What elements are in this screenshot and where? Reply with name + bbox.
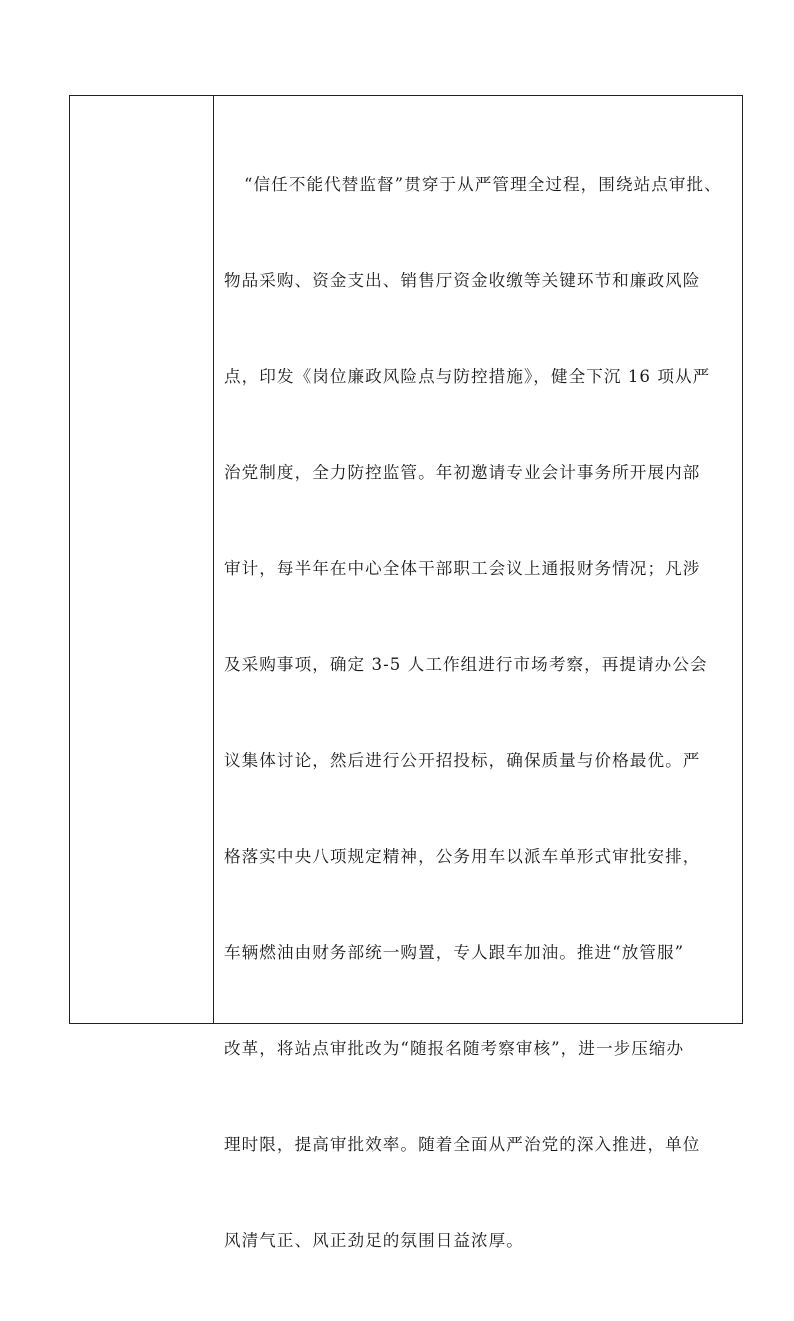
form-table (69, 95, 743, 1250)
paragraph-line: 及采购事项，确定 3-5 人工作组进行市场考察，再提请办公会 (224, 655, 708, 674)
paragraph-line: “信任不能代替监督”贯穿于从严管理全过程，围绕站点审批、 (244, 175, 722, 194)
paragraph-line: 审计，每半年在中心全体干部职工会议上通报财务情况；凡涉 (224, 559, 701, 578)
body-paragraph (224, 105, 722, 1321)
paragraph-line: 车辆燃油由财务部统一购置，专人跟车加油。推进“放管服” (224, 943, 685, 962)
paragraph-line: 改革，将站点审批改为“随报名随考察审核”，进一步压缩办 (224, 1039, 685, 1058)
content-cell (214, 96, 742, 1250)
label-cell (70, 96, 214, 1023)
paragraph-line: 风清气正、风正劲足的氛围日益浓厚。 (224, 1231, 524, 1250)
paragraph-line: 治党制度，全力防控监管。年初邀请专业会计事务所开展内部 (224, 463, 701, 482)
paragraph-line: 点，印发《岗位廉政风险点与防控措施》，健全下沉 16 项从严 (224, 367, 711, 386)
paragraph-line: 物品采购、资金支出、销售厅资金收缴等关键环节和廉政风险 (224, 271, 701, 290)
paragraph-line: 议集体讨论，然后进行公开招投标，确保质量与价格最优。严 (224, 751, 701, 770)
paragraph-line: 格落实中央八项规定精神，公务用车以派车单形式审批安排， (224, 847, 701, 866)
paragraph-line: 理时限，提高审批效率。随着全面从严治党的深入推进，单位 (224, 1135, 701, 1154)
